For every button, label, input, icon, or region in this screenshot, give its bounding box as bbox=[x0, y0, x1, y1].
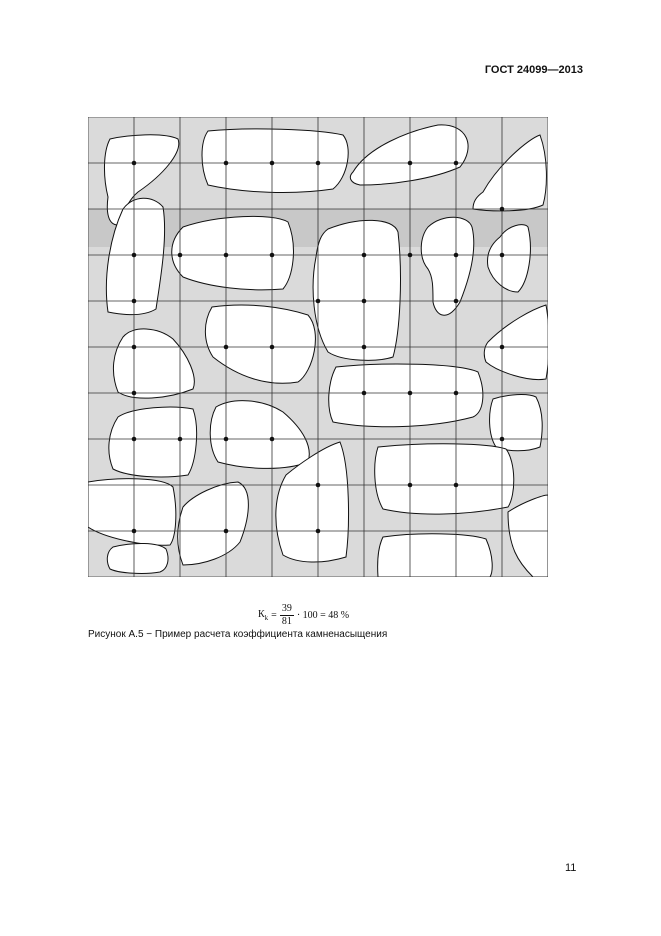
sample-point bbox=[224, 529, 229, 534]
stone-saturation-figure bbox=[88, 117, 548, 577]
sample-point bbox=[408, 253, 413, 258]
stone bbox=[172, 216, 294, 289]
sample-point bbox=[316, 529, 321, 534]
formula-denominator: 81 bbox=[281, 616, 292, 627]
figure-canvas bbox=[88, 117, 548, 577]
sample-point bbox=[270, 345, 275, 350]
sample-point bbox=[178, 437, 183, 442]
sample-point bbox=[500, 437, 505, 442]
sample-point bbox=[408, 483, 413, 488]
formula-equals: = bbox=[271, 610, 277, 621]
sample-point bbox=[500, 345, 505, 350]
sample-point bbox=[316, 299, 321, 304]
sample-point bbox=[224, 345, 229, 350]
sample-point bbox=[224, 253, 229, 258]
stone bbox=[202, 129, 348, 193]
formula-rest: · 100 = 48 % bbox=[296, 610, 350, 621]
formula-symbol: $К_k$ bbox=[258, 609, 269, 622]
stone bbox=[375, 444, 514, 514]
stone bbox=[109, 407, 197, 477]
sample-point bbox=[454, 391, 459, 396]
sample-point bbox=[132, 529, 137, 534]
sample-point bbox=[362, 253, 367, 258]
stone bbox=[329, 364, 483, 427]
sample-point bbox=[316, 161, 321, 166]
sample-point bbox=[362, 391, 367, 396]
formula-fraction bbox=[280, 604, 294, 627]
sample-point bbox=[132, 391, 137, 396]
sample-point bbox=[500, 253, 505, 258]
sample-point bbox=[408, 161, 413, 166]
sample-point bbox=[224, 437, 229, 442]
sample-point bbox=[132, 161, 137, 166]
sample-point bbox=[132, 345, 137, 350]
sample-point bbox=[178, 253, 183, 258]
sample-point bbox=[316, 483, 321, 488]
sample-point bbox=[224, 161, 229, 166]
stone bbox=[490, 395, 543, 451]
sample-point bbox=[270, 437, 275, 442]
formula-numerator: 39 bbox=[281, 603, 292, 614]
sample-point bbox=[454, 253, 459, 258]
sample-point bbox=[270, 253, 275, 258]
sample-point bbox=[454, 161, 459, 166]
figure-caption: Рисунок А.5 − Пример расчета коэффициента камненасыщения bbox=[88, 629, 388, 640]
sample-point bbox=[454, 483, 459, 488]
sample-point bbox=[500, 207, 505, 212]
sample-point bbox=[132, 253, 137, 258]
stone bbox=[378, 534, 493, 577]
page-number: 11 bbox=[565, 862, 577, 874]
sample-point bbox=[270, 161, 275, 166]
sample-point bbox=[132, 437, 137, 442]
stone bbox=[313, 220, 400, 360]
formula bbox=[258, 604, 349, 627]
sample-point bbox=[454, 299, 459, 304]
sample-point bbox=[362, 299, 367, 304]
document-header: ГОСТ 24099—2013 bbox=[484, 64, 583, 76]
sample-point bbox=[362, 345, 367, 350]
stone bbox=[107, 543, 168, 573]
sample-point bbox=[408, 391, 413, 396]
sample-point bbox=[132, 299, 137, 304]
